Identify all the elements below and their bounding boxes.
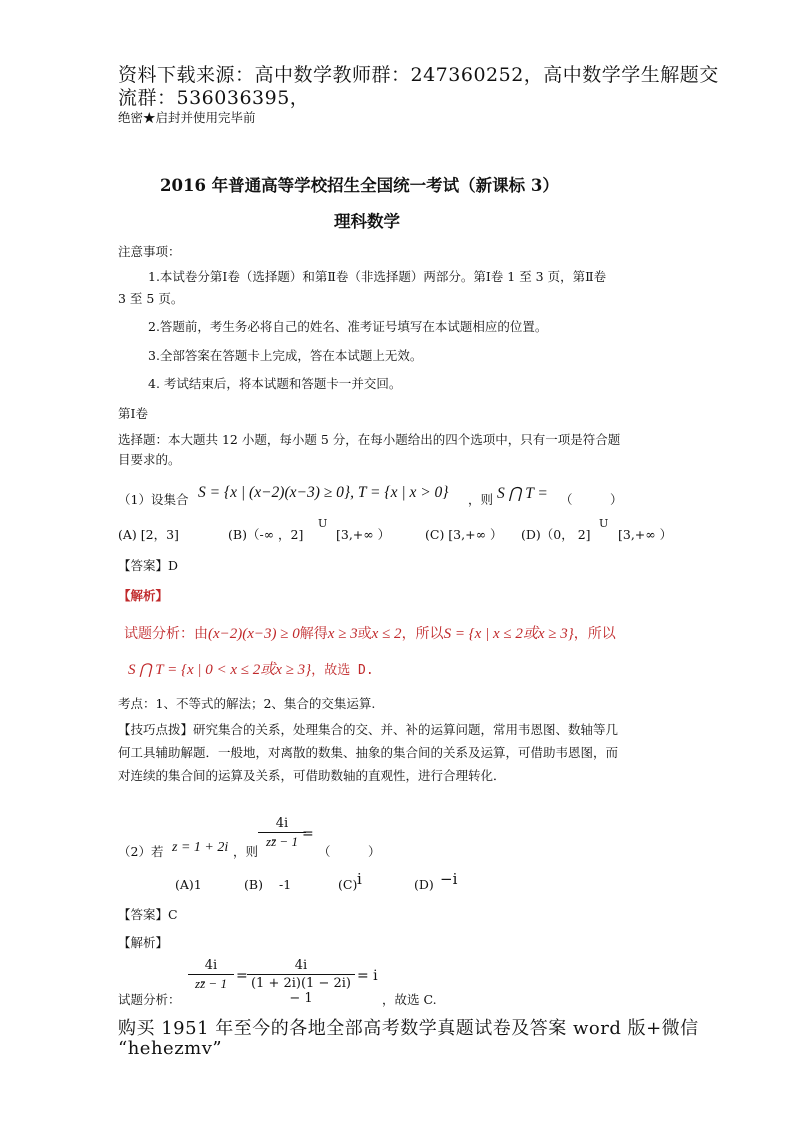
q2-analysis-conclusion: ，故选 C. <box>382 992 437 1007</box>
q1-then: ，则 <box>468 492 494 507</box>
q2-option-b-value: -1 <box>279 877 292 892</box>
q1-analysis-formula-b: (x−2)(x−3) ≥ 0 <box>208 626 300 642</box>
q1-option-b: (B)（-∞ ，2] <box>228 527 304 542</box>
q2-analysis-fraction-1-denominator: zz̄ − 1 <box>195 976 227 991</box>
q1-answer: 【答案】D <box>118 558 179 573</box>
footer-line-1: 购买 1951 年至今的各地全部高考数学真题试卷及答案 word 版+微信 <box>118 1018 699 1039</box>
q2-analysis-label: 【解析】 <box>118 935 169 950</box>
confidential-note: 绝密★启封并使用完毕前 <box>118 110 256 125</box>
q1-analysis-line-2 <box>128 658 374 679</box>
section-heading: 第Ⅰ卷 <box>118 406 148 421</box>
q1-option-c: (C) [3,+∞ ） <box>425 527 503 542</box>
instructions-line-1: 选择题：本大题共 12 小题，每小题 5 分，在每小题给出的四个选项中，只有一项是符合题 <box>118 432 621 447</box>
q2-prefix: （2）若 <box>118 844 164 859</box>
q1-tips-line-3: 对连续的集合间的运算及关系，可借助数轴的直观性，进行合理转化． <box>118 768 506 783</box>
q2-analysis-fraction-1-bar <box>188 974 234 975</box>
q2-analysis-result: = i <box>357 968 378 984</box>
notice-item-2: 2.答题前，考生务必将自己的姓名、准考证号填写在本试题相应的位置。 <box>148 319 548 334</box>
header-source-line-2: 流群：536036395， <box>118 87 310 109</box>
notice-item-3: 3.全部答案在答题卡上完成，答在本试题上无效。 <box>148 348 423 363</box>
q2-option-d: (D) <box>414 877 434 892</box>
q1-option-a: (A) [2，3] <box>118 527 179 542</box>
q2-fraction-denominator: zz̄ − 1 <box>266 834 298 849</box>
q1-analysis-formula-h: S = {x | x ≤ 2或x ≥ 3} <box>443 626 574 642</box>
q1-kaodian: 考点：1、不等式的解法；2、集合的交集运算. <box>118 696 376 711</box>
q2-option-a: (A)1 <box>175 877 202 892</box>
q2-fraction-bar <box>258 832 306 833</box>
q2-analysis-fraction-2 <box>247 958 355 1006</box>
instructions-line-2: 目要求的。 <box>118 452 181 467</box>
q1-option-d-union: U <box>599 517 609 530</box>
q1-formula: S = {x | (x−2)(x−3) ≥ 0}, T = {x | x > 0} <box>198 484 449 501</box>
exam-subtitle: 理科数学 <box>334 212 400 231</box>
q2-fraction <box>258 816 306 850</box>
q2-answer-paren: （ ） <box>318 844 381 859</box>
notice-item-1-line-1: 1.本试卷分第Ⅰ卷（选择题）和第Ⅱ卷（非选择题）两部分。第Ⅰ卷 1 至 3 页，第Ⅱ卷 <box>148 269 607 284</box>
q2-formula: z = 1 + 2i <box>172 840 229 855</box>
q2-analysis-fraction-2-bar <box>247 974 355 975</box>
q1-prefix: （1）设集合 <box>118 492 189 507</box>
notice-item-4: 4. 考试结束后，将本试题和答题卡一并交回。 <box>148 376 402 391</box>
q1-option-d: (D)（0， 2] <box>521 527 591 542</box>
q1-option-b-union: U <box>318 517 328 530</box>
q2-analysis-fraction-2-numerator: 4i <box>294 958 308 973</box>
q1-analysis-formula-d: x ≥ 3 <box>327 626 358 642</box>
q2-analysis-fraction-2-denominator: (1 + 2i)(1 − 2i) − 1 <box>250 976 351 1006</box>
q1-analysis-text-a: 试题分析：由 <box>124 626 208 642</box>
q2-option-b: (B) <box>244 877 263 892</box>
q1-analysis-formula-f: x ≤ 2 <box>371 626 402 642</box>
q1-analysis-text-c: 解得 <box>299 626 328 642</box>
q1-answer-paren: （ ） <box>560 492 623 507</box>
exam-title: 2016 年普通高等学校招生全国统一考试（新课标 3） <box>160 176 559 195</box>
notice-heading: 注意事项： <box>118 244 181 259</box>
q2-answer: 【答案】C <box>118 907 178 922</box>
q1-analysis-intersection: S ⋂ T = {x | 0 < x ≤ 2或x ≥ 3} <box>128 662 312 678</box>
q2-fraction-numerator: 4i <box>275 816 289 831</box>
q1-option-d-tail: [3,+∞ ） <box>618 527 673 542</box>
header-source-line-1: 资料下载来源：高中数学教师群：247360252，高中数学学生解题交 <box>118 64 719 86</box>
q2-option-c: (C) <box>338 877 358 892</box>
footer-line-2: “hehezmv” <box>118 1038 223 1059</box>
q1-option-b-tail: [3,+∞ ） <box>336 527 391 542</box>
q1-analysis-label: 【解析】 <box>118 588 169 603</box>
q1-tips-line-2: 何工具辅助解题．一般地，对离散的数集、抽象的集合间的关系及运算，可借助韦恩图，而 <box>118 745 619 760</box>
q2-analysis-fraction-1 <box>188 958 234 992</box>
q2-analysis-equals-1: = <box>236 968 248 984</box>
notice-item-1-line-2: 3 至 5 页。 <box>118 291 184 306</box>
q2-then: ，则 <box>233 844 259 859</box>
q1-analysis-line-1 <box>124 622 616 643</box>
q1-tips-line-1: 【技巧点拨】研究集合的关系，处理集合的交、并、补的运算问题，常用韦恩图、数轴等几 <box>118 722 619 737</box>
q2-option-d-value: −i <box>440 870 458 888</box>
q1-analysis-text-e: 或 <box>357 626 372 642</box>
q1-analysis-text-i: ，所以 <box>573 626 616 642</box>
q1-analysis-text-g: ，所以 <box>401 626 444 642</box>
q1-analysis-conclusion: ，故选 D. <box>311 663 374 678</box>
q2-analysis-prefix: 试题分析： <box>118 992 181 1007</box>
q2-option-c-value: i <box>357 870 362 888</box>
q1-ask: S ⋂ T = <box>497 485 548 502</box>
q2-equals: = <box>302 826 314 842</box>
q2-analysis-fraction-1-numerator: 4i <box>204 958 218 973</box>
